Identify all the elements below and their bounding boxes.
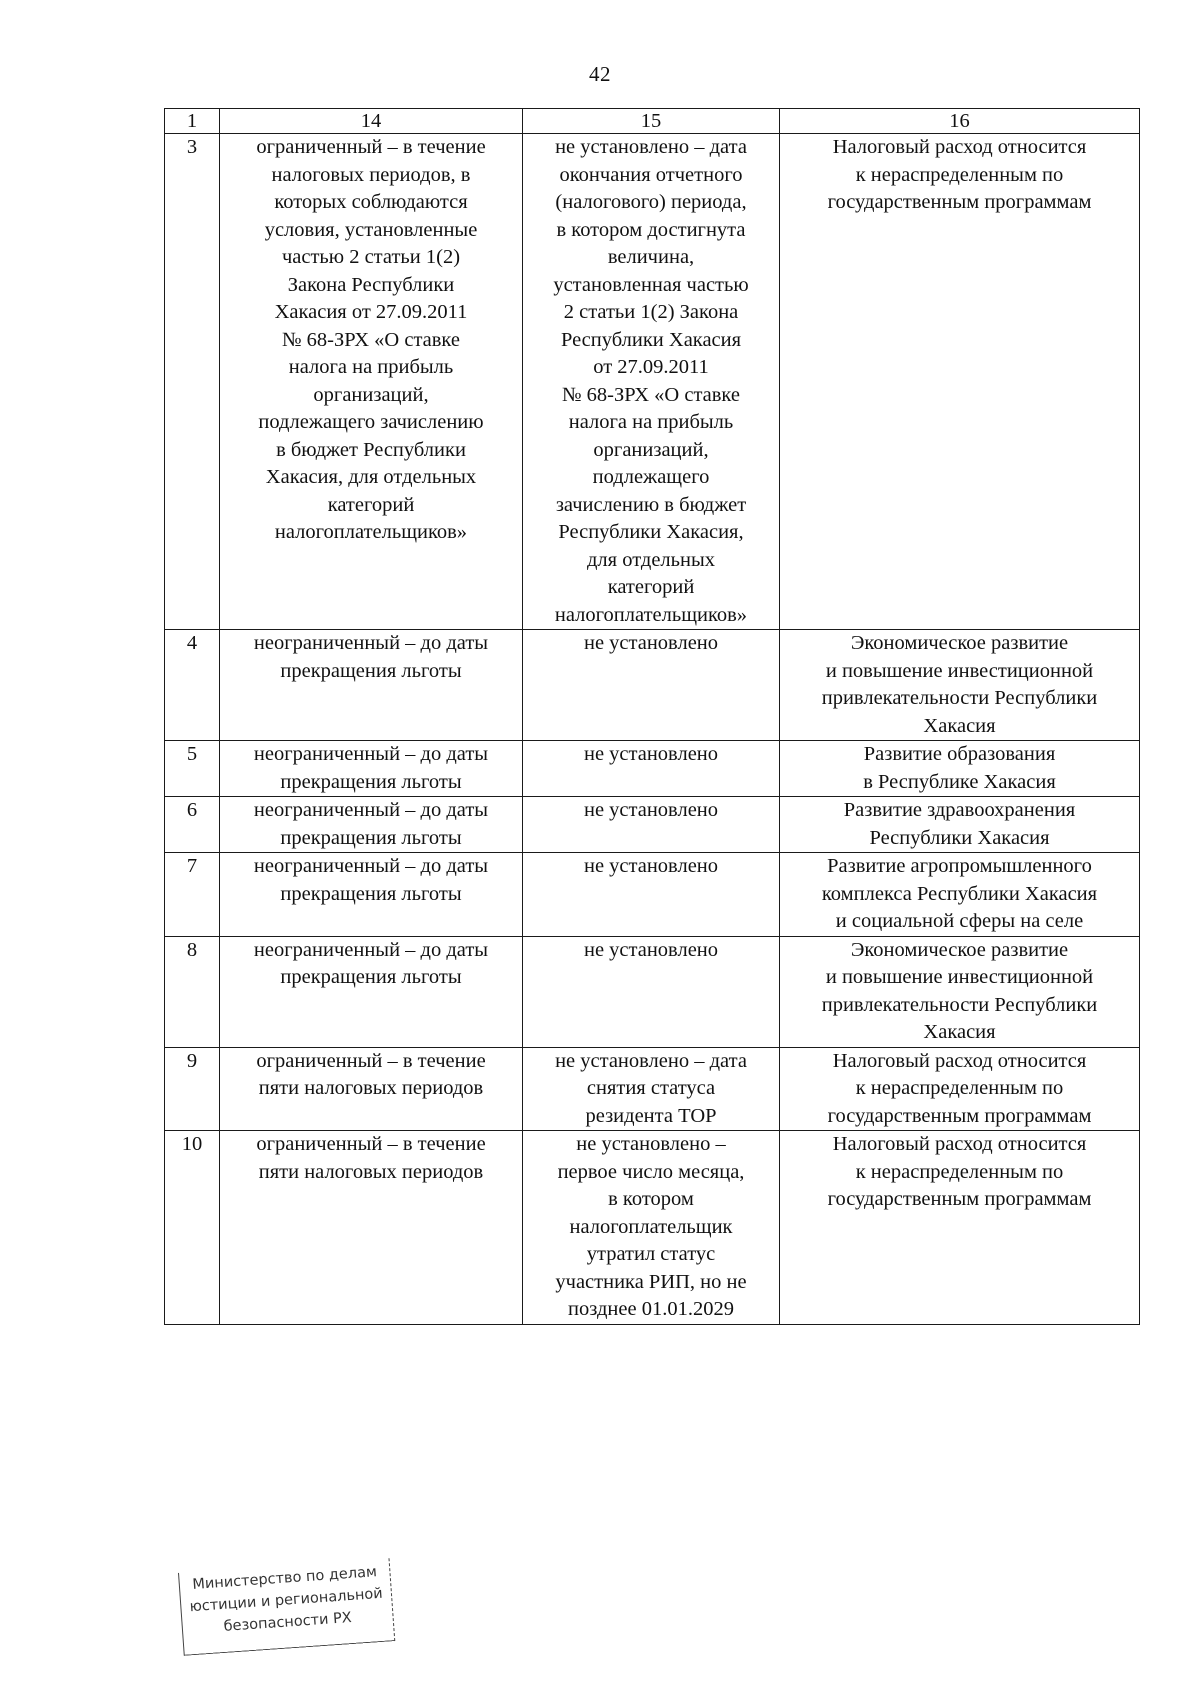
validity-period-cell: ограниченный – в течение пяти налоговых периодов bbox=[220, 1047, 523, 1131]
header-col-15: 15 bbox=[523, 109, 780, 134]
table-row bbox=[165, 741, 1140, 797]
row-number: 6 bbox=[165, 797, 220, 853]
row-number: 7 bbox=[165, 853, 220, 937]
table-row bbox=[165, 936, 1140, 1047]
end-date-cell: не установлено bbox=[523, 853, 780, 937]
validity-period-cell: ограниченный – в течение пяти налоговых периодов bbox=[220, 1131, 523, 1325]
row-number: 4 bbox=[165, 630, 220, 741]
validity-period-cell: неограниченный – до даты прекращения льготы bbox=[220, 797, 523, 853]
data-table bbox=[164, 108, 1140, 1325]
state-program-cell: Налоговый расход относится к нераспределенным по государственным программам bbox=[780, 1131, 1140, 1325]
row-number: 9 bbox=[165, 1047, 220, 1131]
stamp-line-2: юстиции и региональной bbox=[189, 1585, 384, 1616]
end-date-cell: не установлено bbox=[523, 741, 780, 797]
table-row bbox=[165, 630, 1140, 741]
table-row bbox=[165, 797, 1140, 853]
table-row bbox=[165, 134, 1140, 630]
page-number: 42 bbox=[589, 62, 611, 86]
end-date-cell: не установлено bbox=[523, 630, 780, 741]
state-program-cell: Развитие образования в Республике Хакасия bbox=[780, 741, 1140, 797]
header-col-1: 1 bbox=[165, 109, 220, 134]
end-date-cell: не установлено – первое число месяца, в котором налогоплательщик утратил статус участника РИП, но не позднее 01.01.2029 bbox=[523, 1131, 780, 1325]
row-number: 10 bbox=[165, 1131, 220, 1325]
table-row bbox=[165, 853, 1140, 937]
validity-period-cell: неограниченный – до даты прекращения льготы bbox=[220, 741, 523, 797]
validity-period-cell: ограниченный – в течение налоговых периодов, в которых соблюдаются условия, установленные частью 2 статьи 1(2) Закона Республики Хакасия от 27.09.2011 № 68-ЗРХ «О ставке налога на прибыль организаций, подлежащего зачислению в бюджет Республики Хакасия, для отдельных категорий налогоплательщиков» bbox=[220, 134, 523, 630]
row-number: 8 bbox=[165, 936, 220, 1047]
end-date-cell: не установлено bbox=[523, 797, 780, 853]
header-col-16: 16 bbox=[780, 109, 1140, 134]
end-date-cell: не установлено bbox=[523, 936, 780, 1047]
end-date-cell: не установлено – дата снятия статуса резидента ТОР bbox=[523, 1047, 780, 1131]
end-date-cell: не установлено – дата окончания отчетного (налогового) периода, в котором достигнута величина, установленная частью 2 статьи 1(2) Закона Республики Хакасия от 27.09.2011 № 68-ЗРХ «О ставке налога на прибыль организаций, подлежащего зачислению в бюджет Республики Хакасия, для отдельных категорий налогоплательщиков» bbox=[523, 134, 780, 630]
ministry-stamp bbox=[178, 1558, 395, 1656]
state-program-cell: Развитие агропромышленного комплекса Республики Хакасия и социальной сферы на селе bbox=[780, 853, 1140, 937]
row-number: 3 bbox=[165, 134, 220, 630]
state-program-cell: Налоговый расход относится к нераспределенным по государственным программам bbox=[780, 1047, 1140, 1131]
state-program-cell: Экономическое развитие и повышение инвестиционной привлекательности Республики Хакасия bbox=[780, 630, 1140, 741]
validity-period-cell: неограниченный – до даты прекращения льготы bbox=[220, 853, 523, 937]
stamp-line-3: безопасности РХ bbox=[223, 1610, 353, 1635]
state-program-cell: Экономическое развитие и повышение инвестиционной привлекательности Республики Хакасия bbox=[780, 936, 1140, 1047]
state-program-cell: Развитие здравоохранения Республики Хакасия bbox=[780, 797, 1140, 853]
header-col-14: 14 bbox=[220, 109, 523, 134]
table-row bbox=[165, 1131, 1140, 1325]
table-row bbox=[165, 1047, 1140, 1131]
header-row bbox=[165, 109, 1140, 134]
validity-period-cell: неограниченный – до даты прекращения льготы bbox=[220, 630, 523, 741]
validity-period-cell: неограниченный – до даты прекращения льготы bbox=[220, 936, 523, 1047]
row-number: 5 bbox=[165, 741, 220, 797]
state-program-cell: Налоговый расход относится к нераспределенным по государственным программам bbox=[780, 134, 1140, 630]
stamp-line-1: Министерство по делам bbox=[191, 1564, 378, 1594]
